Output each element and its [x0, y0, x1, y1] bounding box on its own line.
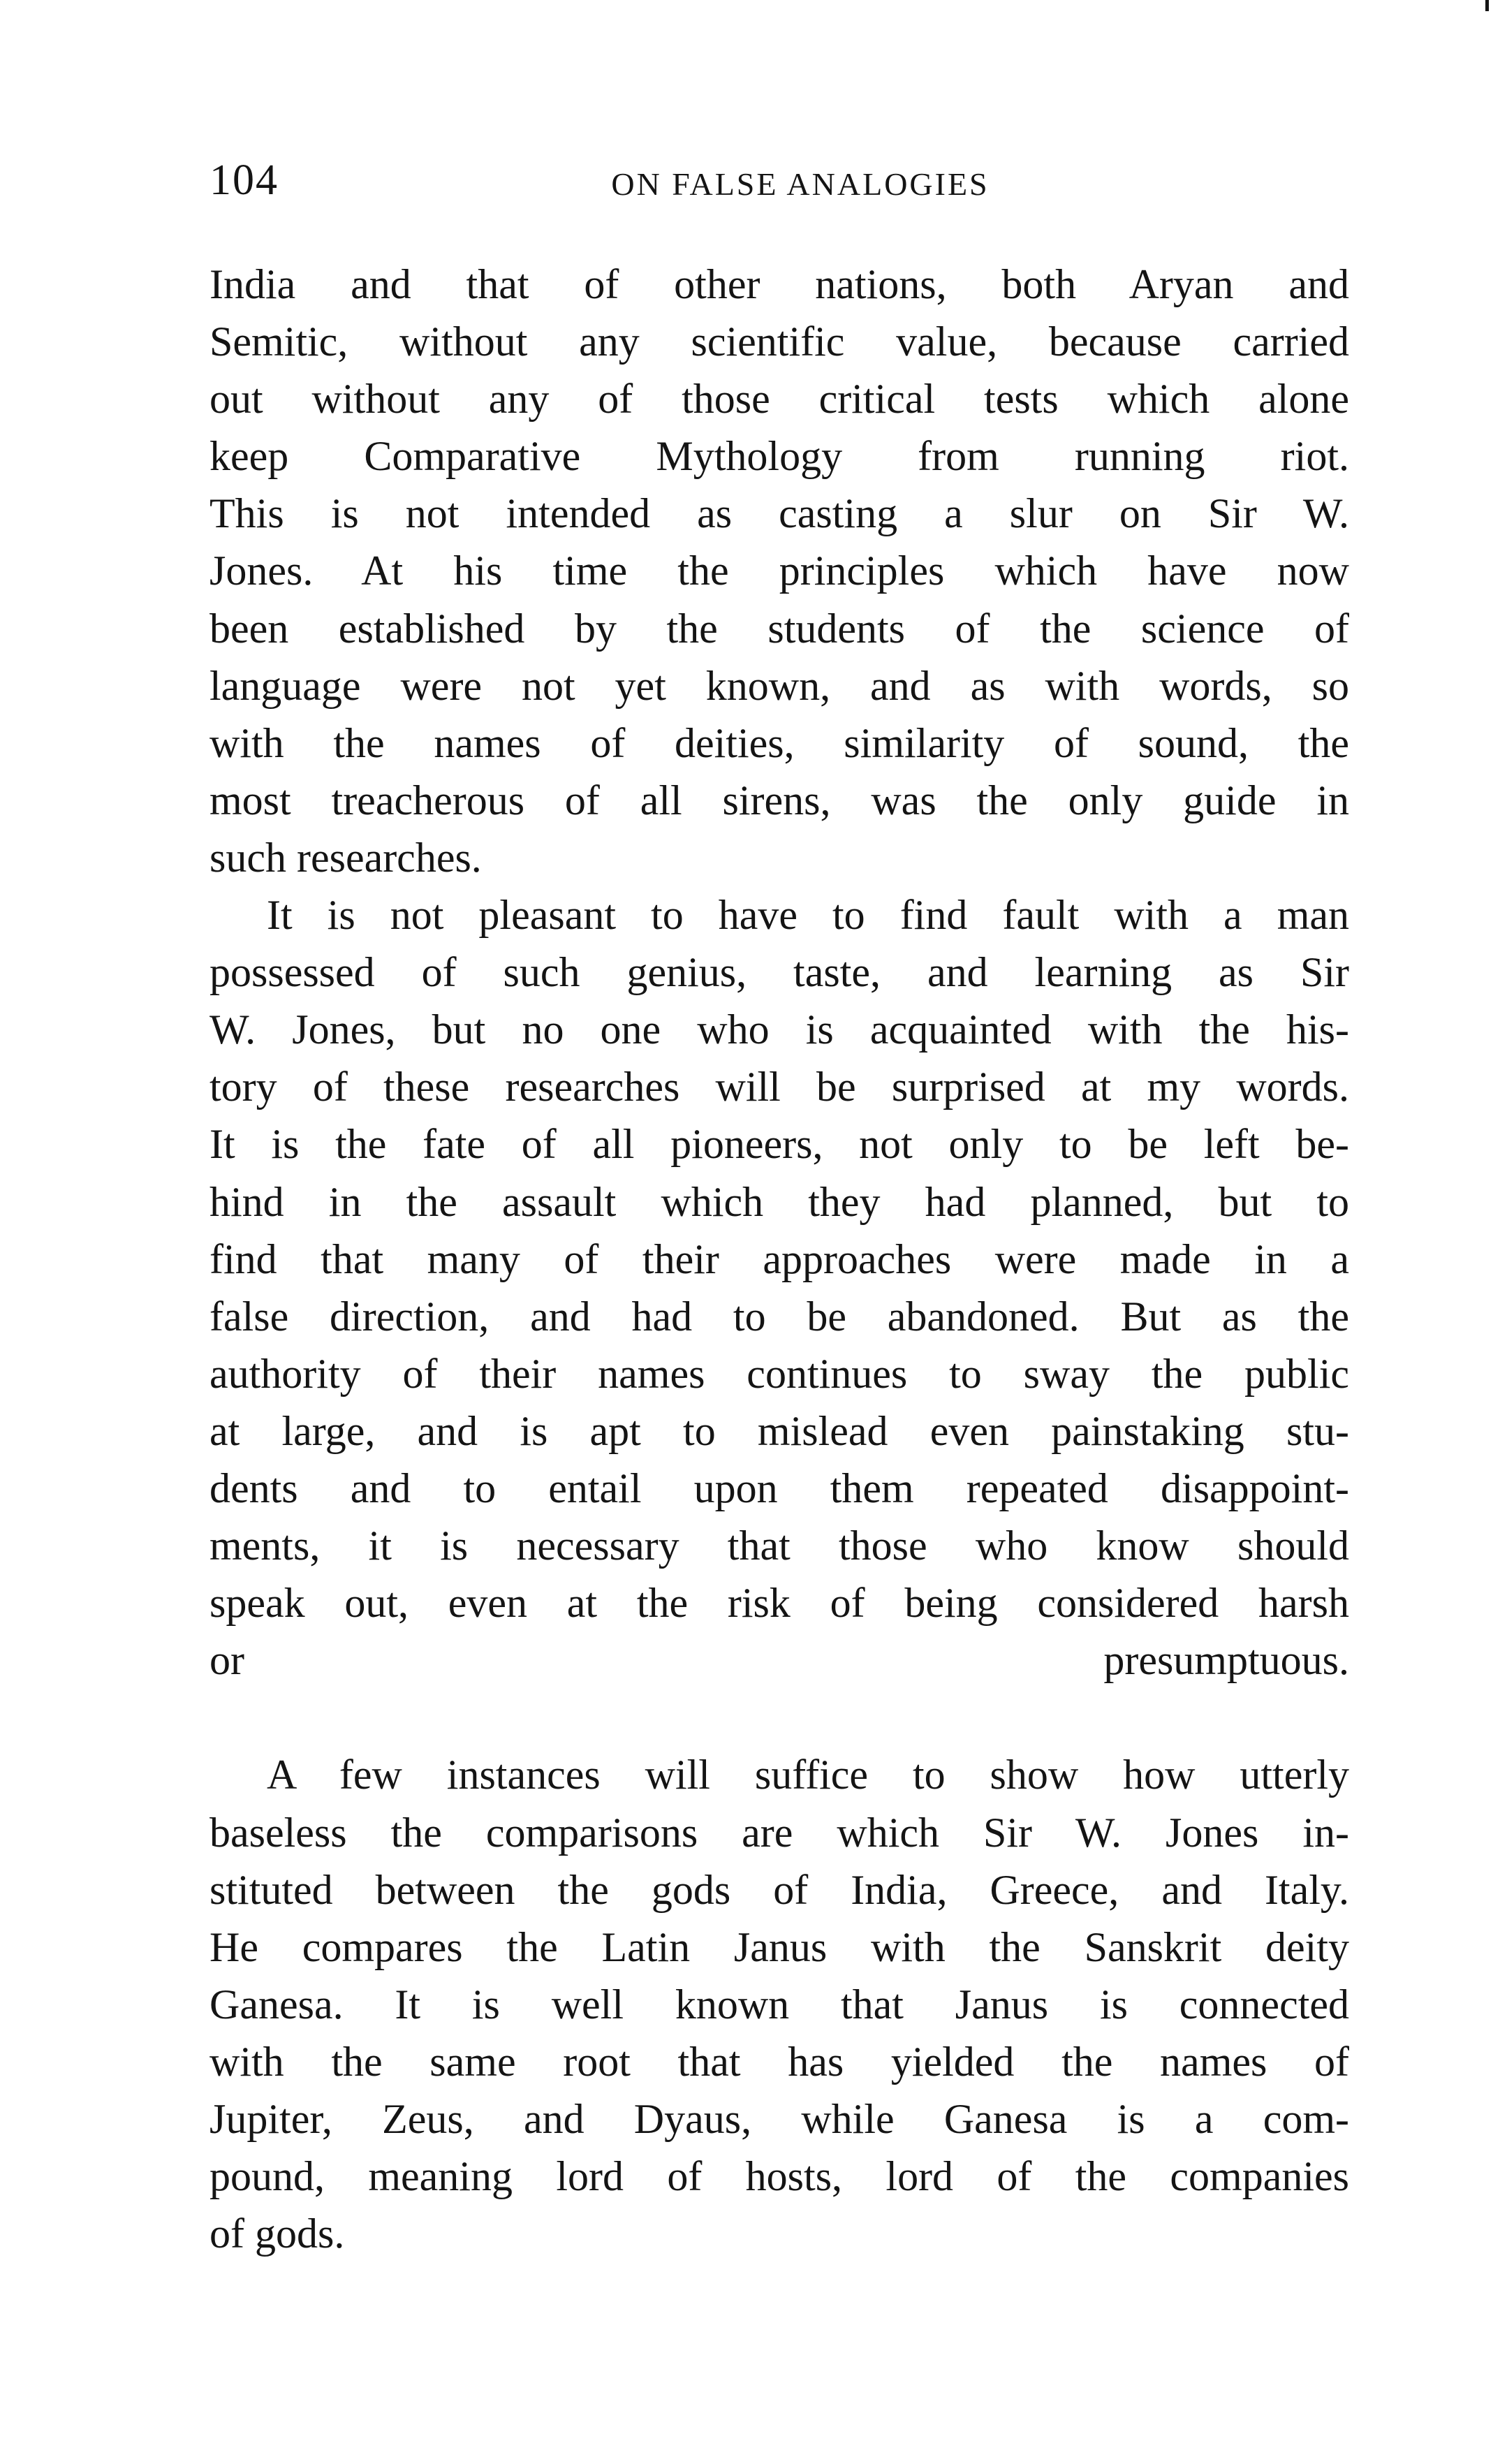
- text-line: tory of these researches will be surprised at my words.: [209, 1064, 1349, 1110]
- text-line: been established by the students of the science of: [209, 605, 1349, 652]
- text-line: ments, it is necessary that those who know should: [209, 1523, 1349, 1569]
- text-line: possessed of such genius, taste, and learning as Sir: [209, 949, 1349, 996]
- text-line: speak out, even at the risk of being considered harsh: [209, 1580, 1349, 1627]
- text-line: [209, 1689, 1349, 1746]
- text-line: language were not yet known, and as with words, so: [209, 662, 1349, 709]
- text-line: This is not intended as casting a slur on Sir W.: [209, 490, 1349, 537]
- body-text: [209, 256, 1349, 2262]
- text-line: stituted between the gods of India, Greece, and Italy.: [209, 1866, 1349, 1913]
- text-line: W. Jones, but no one who is acquainted with the his-: [209, 1006, 1349, 1053]
- text-line: baseless the comparisons are which Sir W. Jones in-: [209, 1809, 1349, 1856]
- text-line: false direction, and had to be abandoned. But as the: [209, 1293, 1349, 1340]
- text-line: He compares the Latin Janus with the Sanskrit deity: [209, 1923, 1349, 1970]
- text-line: or presumptuous.: [209, 1637, 1349, 1684]
- text-line: Ganesa. It is well known that Janus is connected: [209, 1981, 1349, 2027]
- text-line: out without any of those critical tests which alone: [209, 376, 1349, 423]
- text-line: keep Comparative Mythology from running riot.: [209, 433, 1349, 480]
- text-line: Jones. At his time the principles which have now: [209, 548, 1349, 594]
- text-line: It is the fate of all pioneers, not only to be left be-: [209, 1121, 1349, 1168]
- scan-mark: [1485, 0, 1489, 11]
- text-line: pound, meaning lord of hosts, lord of the companies: [209, 2153, 1349, 2200]
- text-line: A few instances will suffice to show how utterly: [267, 1752, 1349, 1798]
- text-line: Jupiter, Zeus, and Dyaus, while Ganesa is a com-: [209, 2096, 1349, 2142]
- text-line: dents and to entail upon them repeated disappoint-: [209, 1465, 1349, 1511]
- text-line: with the names of deities, similarity of sound, the: [209, 719, 1349, 766]
- text-line: It is not pleasant to have to find fault with a man: [267, 892, 1349, 939]
- text-line: of gods.: [209, 2210, 345, 2257]
- running-head: ON FALSE ANALOGIES: [611, 166, 990, 202]
- text-line: Semitic, without any scientific value, because carried: [209, 318, 1349, 365]
- page-number: 104: [209, 156, 279, 204]
- text-line: India and that of other nations, both Aryan and: [209, 261, 1349, 307]
- text-line: authority of their names continues to sway the public: [209, 1350, 1349, 1397]
- text-line: such researches.: [209, 834, 482, 881]
- text-line: find that many of their approaches were made in a: [209, 1235, 1349, 1282]
- page-header: [209, 152, 1349, 208]
- text-line: most treacherous of all sirens, was the only guide in: [209, 777, 1349, 823]
- text-line: with the same root that has yielded the names of: [209, 2038, 1349, 2085]
- text-line: hind in the assault which they had planned, but to: [209, 1178, 1349, 1225]
- text-line: at large, and is apt to mislead even painstaking stu-: [209, 1407, 1349, 1454]
